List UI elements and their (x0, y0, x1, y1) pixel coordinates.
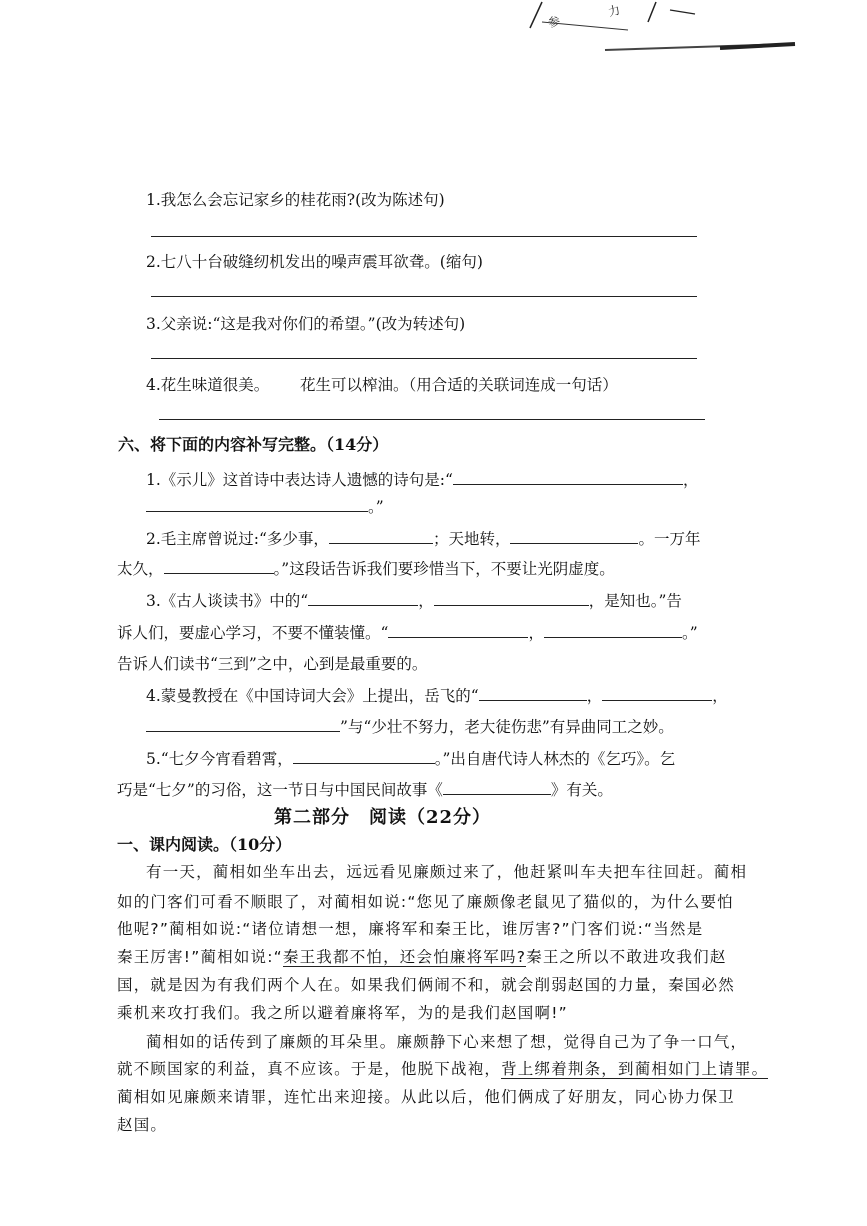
blank[interactable] (453, 470, 683, 485)
fill-item: ”与“少壮不努力，老大徒伤悲”有异曲同工之妙。 (146, 715, 674, 737)
blank[interactable] (544, 623, 682, 638)
fill-item: 。” (146, 495, 384, 517)
passage-line: 有一天，蔺相如坐车出去，远远看见廉颇过来了，他赶紧叫车夫把车往回赶。蔺相 (146, 863, 748, 881)
passage-line: 蔺相如的话传到了廉颇的耳朵里。廉颇静下心来想了想，觉得自己为了争一口气， (146, 1033, 748, 1051)
blank[interactable] (308, 591, 418, 606)
fill-item: 告诉人们读书“三到”之中，心到是最重要的。 (117, 655, 428, 673)
blank[interactable] (146, 497, 368, 512)
passage-line: 国，就是因为有我们两个人在。如果我们俩闹不和，就会削弱赵国的力量，秦国必然 (117, 976, 735, 994)
fill-item: 3.《古人谈读书》中的“ ， ，是知也。”告 (146, 592, 682, 610)
section-title: 六、将下面的内容补写完整。（14分） (118, 435, 389, 454)
fill-item: 诉人们，要虚心学习，不要不懂装懂。“ ， 。” (117, 624, 698, 642)
rewrite-question: 4.花生味道很美。 (146, 376, 270, 394)
rewrite-question: 3.父亲说:“这是我对你们的希望。”(改为转述句) (146, 315, 466, 333)
fill-item: 2.毛主席曾说过:“多少事， ；天地转， 。一万年 (146, 530, 701, 548)
blank[interactable] (164, 559, 274, 574)
blank[interactable] (510, 529, 638, 544)
passage-line: 蔺相如见廉颇来请罪，连忙出来迎接。从此以后，他们俩成了好朋友，同心协力保卫 (117, 1088, 735, 1106)
rewrite-question: 1.我怎么会忘记家乡的桂花雨?(改为陈述句) (146, 191, 445, 209)
passage-line: 秦王厉害!”蔺相如说:“秦王我都不怕，还会怕廉将军吗?秦王之所以不敢进攻我们赵 (117, 948, 727, 966)
blank[interactable] (146, 717, 340, 732)
underlined-sentence: 秦王我都不怕，还会怕廉将军吗? (282, 948, 527, 966)
blank[interactable] (602, 686, 712, 701)
passage-line: 他呢?”蔺相如说:“诸位请想一想，廉将军和秦王比，谁厉害?”门客们说:“当然是 (117, 920, 704, 938)
fill-item: 5.“七夕今宵看碧霄， 。”出自唐代诗人林杰的《乞巧》。乞 (146, 750, 676, 768)
blank[interactable] (388, 623, 528, 638)
fill-item: 巧是“七夕”的习俗，这一节日与中国民间故事《 》有关。 (117, 781, 613, 799)
answer-line[interactable] (151, 296, 697, 297)
blank[interactable] (479, 686, 587, 701)
blank[interactable] (329, 529, 433, 544)
scan-corner-marks (520, 0, 867, 60)
stamp-text: 参 (546, 13, 562, 31)
rewrite-question: 2.七八十台破缝纫机发出的噪声震耳欲聋。(缩句) (146, 253, 483, 271)
fill-item: 4.蒙曼教授在《中国诗词大会》上提出，岳飞的“ ， ， (146, 687, 728, 705)
passage-line: 如的门客们可看不顺眼了，对蔺相如说:“您见了廉颇像老鼠见了猫似的，为什么要怕 (117, 893, 734, 911)
answer-line[interactable] (151, 236, 697, 237)
passage-line: 赵国。 (117, 1116, 168, 1134)
passage-line: 就不顾国家的利益，真不应该。于是，他脱下战袍，背上绑着荆条，到蔺相如门上请罪。 (117, 1060, 769, 1078)
rewrite-question: 花生可以榨油。（用合适的关联词连成一句话） (300, 376, 618, 394)
answer-line[interactable] (159, 419, 705, 420)
blank[interactable] (443, 780, 551, 795)
fill-item: 太久， 。”这段话告诉我们要珍惜当下，不要让光阴虚度。 (117, 560, 615, 578)
passage-line: 乘机来攻打我们。我之所以避着廉将军，为的是我们赵国啊!” (117, 1004, 568, 1022)
blank[interactable] (293, 749, 435, 764)
fill-item: 1.《示儿》这首诗中表达诗人遗憾的诗句是:“ ， (146, 471, 699, 489)
subsection-title: 一、课内阅读。（10分） (117, 835, 292, 854)
answer-line[interactable] (151, 358, 697, 359)
part-title: 第二部分 阅读（22分） (274, 807, 492, 828)
blank[interactable] (434, 591, 589, 606)
stamp-text: 力 (606, 2, 622, 20)
underlined-sentence: 背上绑着荆条，到蔺相如门上请罪。 (501, 1060, 769, 1078)
